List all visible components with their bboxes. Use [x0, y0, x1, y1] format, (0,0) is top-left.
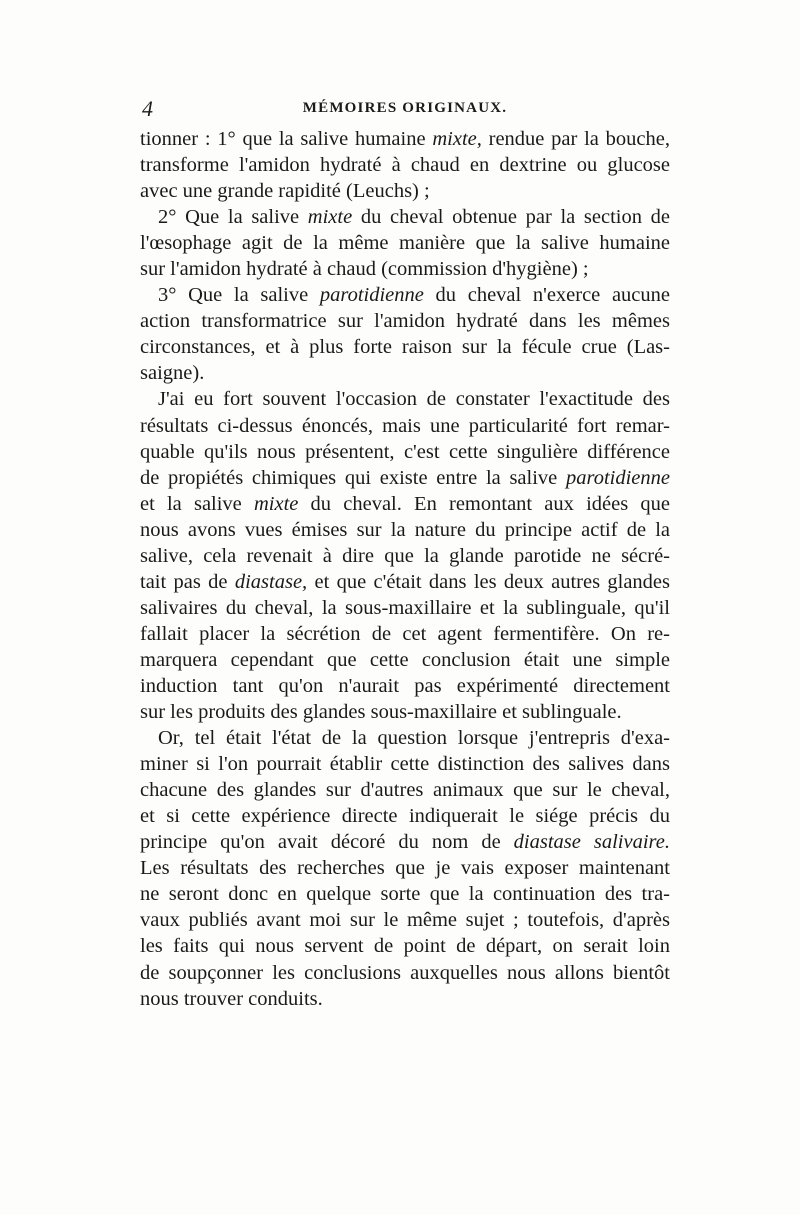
text-segment: et la salive — [140, 492, 254, 515]
text-line — [140, 777, 670, 803]
italic-text: mixte — [307, 206, 353, 229]
text-line — [140, 699, 670, 725]
text-segment: résultats ci-dessus énoncés, mais une particularité fort remar- — [140, 414, 670, 437]
text-segment: marquera cependant que cette conclusion était une simple — [140, 648, 670, 671]
italic-text: diastase salivaire. — [513, 831, 670, 854]
text-segment: l'œsophage agit de la même manière que la salive humaine — [140, 232, 670, 255]
italic-text: parotidienne — [319, 284, 424, 307]
text-segment: circonstances, et à plus forte raison sur la fécule crue (Las- — [140, 336, 670, 359]
text-segment: et si cette expérience directe indiquerait le siége précis du — [140, 805, 670, 828]
text-segment: quable qu'ils nous présentent, c'est cette singulière différence — [140, 440, 670, 463]
text-segment: et que c'était dans les deux autres glandes — [307, 570, 670, 593]
text-line — [140, 152, 670, 178]
text-segment: action transformatrice sur l'amidon hydraté dans les mêmes — [140, 310, 670, 333]
italic-text: mixte, — [432, 128, 482, 150]
text-line — [140, 308, 670, 334]
text-segment: principe qu'on avait décoré du nom de — [140, 831, 514, 854]
text-segment: nous avons vues émises sur la nature du principe actif de la — [140, 518, 670, 541]
text-line — [140, 491, 670, 517]
text-segment: du cheval. En remontant aux idées que — [298, 492, 670, 515]
text-segment: fallait placer la sécrétion de cet agent fermentifère. On re- — [140, 622, 670, 645]
text-line — [140, 386, 670, 412]
text-segment: miner si l'on pourrait établir cette distinction des salives dans — [140, 753, 670, 776]
text-segment: de propiétés chimiques qui existe entre la salive — [140, 466, 566, 489]
text-line — [140, 647, 670, 673]
text-line — [140, 673, 670, 699]
text-segment: J'ai eu fort souvent l'occasion de constater l'exactitude des — [158, 388, 670, 411]
text-segment: vaux publiés avant moi sur le même sujet ; toutefois, d'après — [140, 909, 670, 932]
running-head — [140, 96, 670, 124]
text-line — [140, 855, 670, 881]
text-segment: de soupçonner les conclusions auxquelles nous allons bientôt — [140, 961, 670, 984]
text-segment: avec une grande rapidité (Leuchs) ; — [140, 180, 430, 203]
text-line — [140, 126, 670, 152]
text-line — [140, 907, 670, 933]
text-line — [140, 986, 670, 1012]
text-segment: sur les produits des glandes sous-maxillaire et sublinguale. — [140, 701, 622, 724]
text-segment: Les résultats des recherches que je vais exposer maintenant — [140, 857, 670, 880]
text-segment: salivaires du cheval, la sous-maxillaire et la sublinguale, qu'il — [140, 596, 670, 619]
text-line — [140, 282, 670, 308]
text-line — [140, 360, 670, 386]
italic-text: mixte — [253, 492, 299, 515]
text-line — [140, 204, 670, 230]
text-line — [140, 829, 670, 855]
text-segment: tait pas de — [140, 570, 235, 593]
text-line — [140, 439, 670, 465]
text-line — [140, 178, 670, 204]
text-segment: sur l'amidon hydraté à chaud (commission d'hygiène) ; — [140, 258, 589, 281]
text-segment: nous trouver conduits. — [140, 987, 323, 1010]
body-text — [140, 126, 670, 1012]
italic-text: parotidienne — [565, 466, 670, 489]
text-segment: induction tant qu'on n'aurait pas expérimenté directement — [140, 674, 670, 697]
page-number: 4 — [142, 96, 153, 121]
text-segment: 3° Que la salive — [158, 284, 320, 307]
text-line — [140, 725, 670, 751]
running-title: MÉMOIRES ORIGINAUX. — [302, 100, 508, 116]
text-line — [140, 413, 670, 439]
text-segment: du cheval obtenue par la section de — [352, 206, 670, 229]
text-line — [140, 256, 670, 282]
text-segment: du cheval n'exerce aucune — [423, 284, 670, 307]
text-line — [140, 517, 670, 543]
text-segment: chacune des glandes sur d'autres animaux que sur le cheval, — [140, 779, 670, 802]
text-segment: saigne). — [140, 362, 205, 385]
text-line — [140, 933, 670, 959]
text-line — [140, 595, 670, 621]
text-line — [140, 803, 670, 829]
text-line — [140, 230, 670, 256]
italic-text: diastase, — [234, 570, 308, 593]
text-line — [140, 621, 670, 647]
text-segment: tionner : 1° que la salive humaine — [140, 128, 433, 150]
text-line — [140, 465, 670, 491]
text-segment: Or, tel était l'état de la question lorsque j'entrepris d'exa- — [158, 727, 670, 750]
text-segment: ne seront donc en quelque sorte que la continuation des tra- — [140, 883, 670, 906]
text-line — [140, 751, 670, 777]
text-line — [140, 881, 670, 907]
text-segment: salive, cela revenait à dire que la glande parotide ne sécré- — [140, 544, 670, 567]
text-line — [140, 960, 670, 986]
text-segment: rendue par la bouche, — [481, 128, 670, 150]
text-line — [140, 334, 670, 360]
text-line — [140, 569, 670, 595]
text-segment: transforme l'amidon hydraté à chaud en dextrine ou glucose — [140, 154, 670, 177]
text-line — [140, 543, 670, 569]
text-segment: 2° Que la salive — [158, 206, 308, 229]
text-segment: les faits qui nous servent de point de départ, on serait loin — [140, 935, 670, 958]
